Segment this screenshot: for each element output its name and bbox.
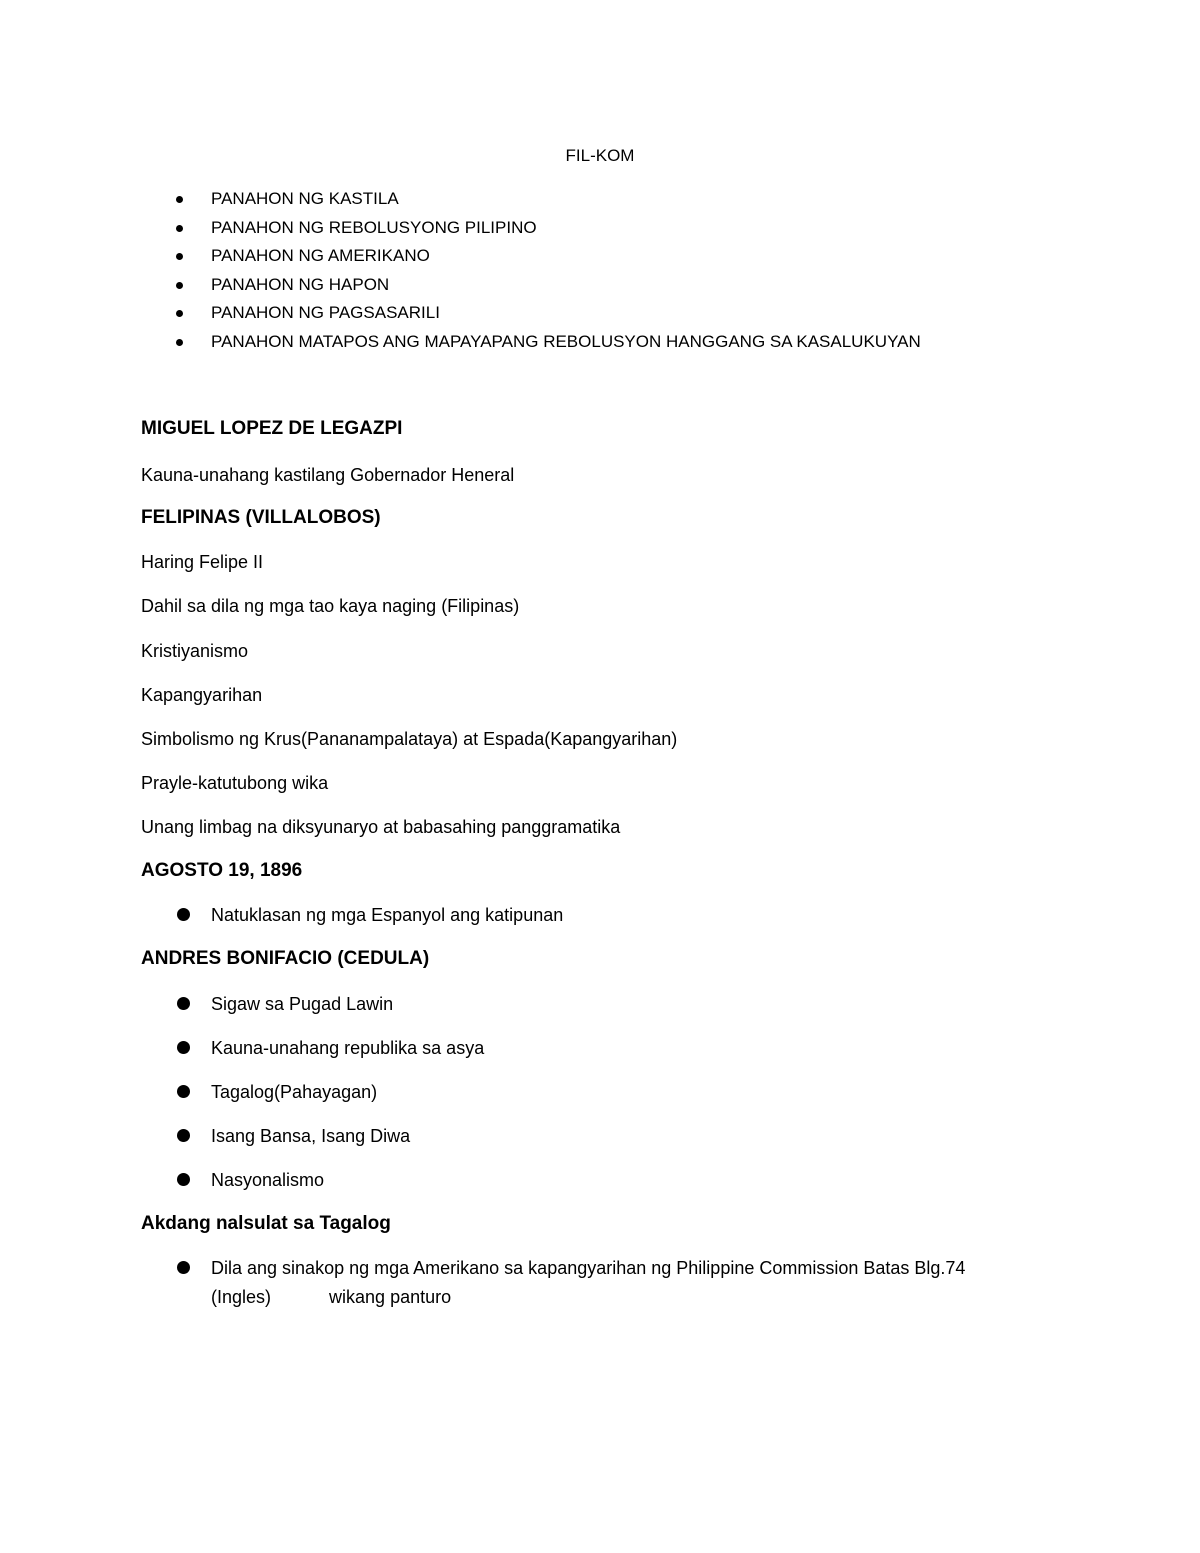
bullet-icon [176, 339, 183, 346]
continuation-text-a: (Ingles) [211, 1287, 272, 1307]
paragraph: Kapangyarihan [141, 685, 263, 705]
list-item: Nasyonalismo [211, 1170, 325, 1190]
list-item-continuation [211, 1285, 451, 1309]
era-item: PANAHON MATAPOS ANG MAPAYAPANG REBOLUSYON HANGGANG SA KASALUKUYAN [0, 331, 921, 360]
continuation-text-b: wikang panturo [329, 1287, 452, 1307]
section-heading-felipinas: FELIPINAS (VILLALOBOS) [141, 507, 381, 528]
bullet-icon [176, 196, 183, 203]
era-item: PANAHON NG REBOLUSYONG PILIPINO [0, 217, 921, 246]
era-list [0, 188, 921, 360]
bullet-icon [177, 997, 190, 1010]
list-item: Dila ang sinakop ng mga Amerikano sa kapangyarihan ng Philippine Commission Batas Blg.74 [211, 1258, 966, 1278]
bullet-icon [177, 1085, 190, 1098]
bullet-icon [177, 1129, 190, 1142]
section-heading-bonifacio: ANDRES BONIFACIO (CEDULA) [141, 948, 430, 969]
bullet-icon [176, 225, 183, 232]
era-item: PANAHON NG KASTILA [0, 188, 921, 217]
bullet-icon [177, 1041, 190, 1054]
paragraph: Haring Felipe II [141, 552, 264, 572]
paragraph: Kauna-unahang kastilang Gobernador Heneral [141, 465, 515, 485]
paragraph: Prayle-katutubong wika [141, 773, 329, 793]
section-heading-agosto: AGOSTO 19, 1896 [141, 860, 303, 881]
bullet-icon [177, 908, 190, 921]
era-item: PANAHON NG AMERIKANO [0, 245, 921, 274]
paragraph: Dahil sa dila ng mga tao kaya naging (Filipinas) [141, 596, 520, 616]
list-item: Natuklasan ng mga Espanyol ang katipunan [211, 905, 564, 925]
section-heading-legazpi: MIGUEL LOPEZ DE LEGAZPI [141, 418, 403, 439]
paragraph: Kristiyanismo [141, 641, 249, 661]
bullet-icon [176, 310, 183, 317]
bullet-icon [176, 282, 183, 289]
list-item: Tagalog(Pahayagan) [211, 1082, 378, 1102]
bullet-icon [177, 1173, 190, 1186]
paragraph: Simbolismo ng Krus(Pananampalataya) at Espada(Kapangyarihan) [141, 729, 678, 749]
bullet-icon [176, 253, 183, 260]
paragraph: Unang limbag na diksyunaryo at babasahing panggramatika [141, 817, 621, 837]
list-item: Isang Bansa, Isang Diwa [211, 1126, 411, 1146]
section-heading-akdang: Akdang nalsulat sa Tagalog [141, 1213, 391, 1234]
era-item: PANAHON NG HAPON [0, 274, 921, 303]
list-item: Kauna-unahang republika sa asya [211, 1038, 485, 1058]
document-title: FIL-KOM [565, 146, 635, 165]
list-item: Sigaw sa Pugad Lawin [211, 994, 394, 1014]
era-item: PANAHON NG PAGSASARILI [0, 302, 921, 331]
bullet-icon [177, 1261, 190, 1274]
